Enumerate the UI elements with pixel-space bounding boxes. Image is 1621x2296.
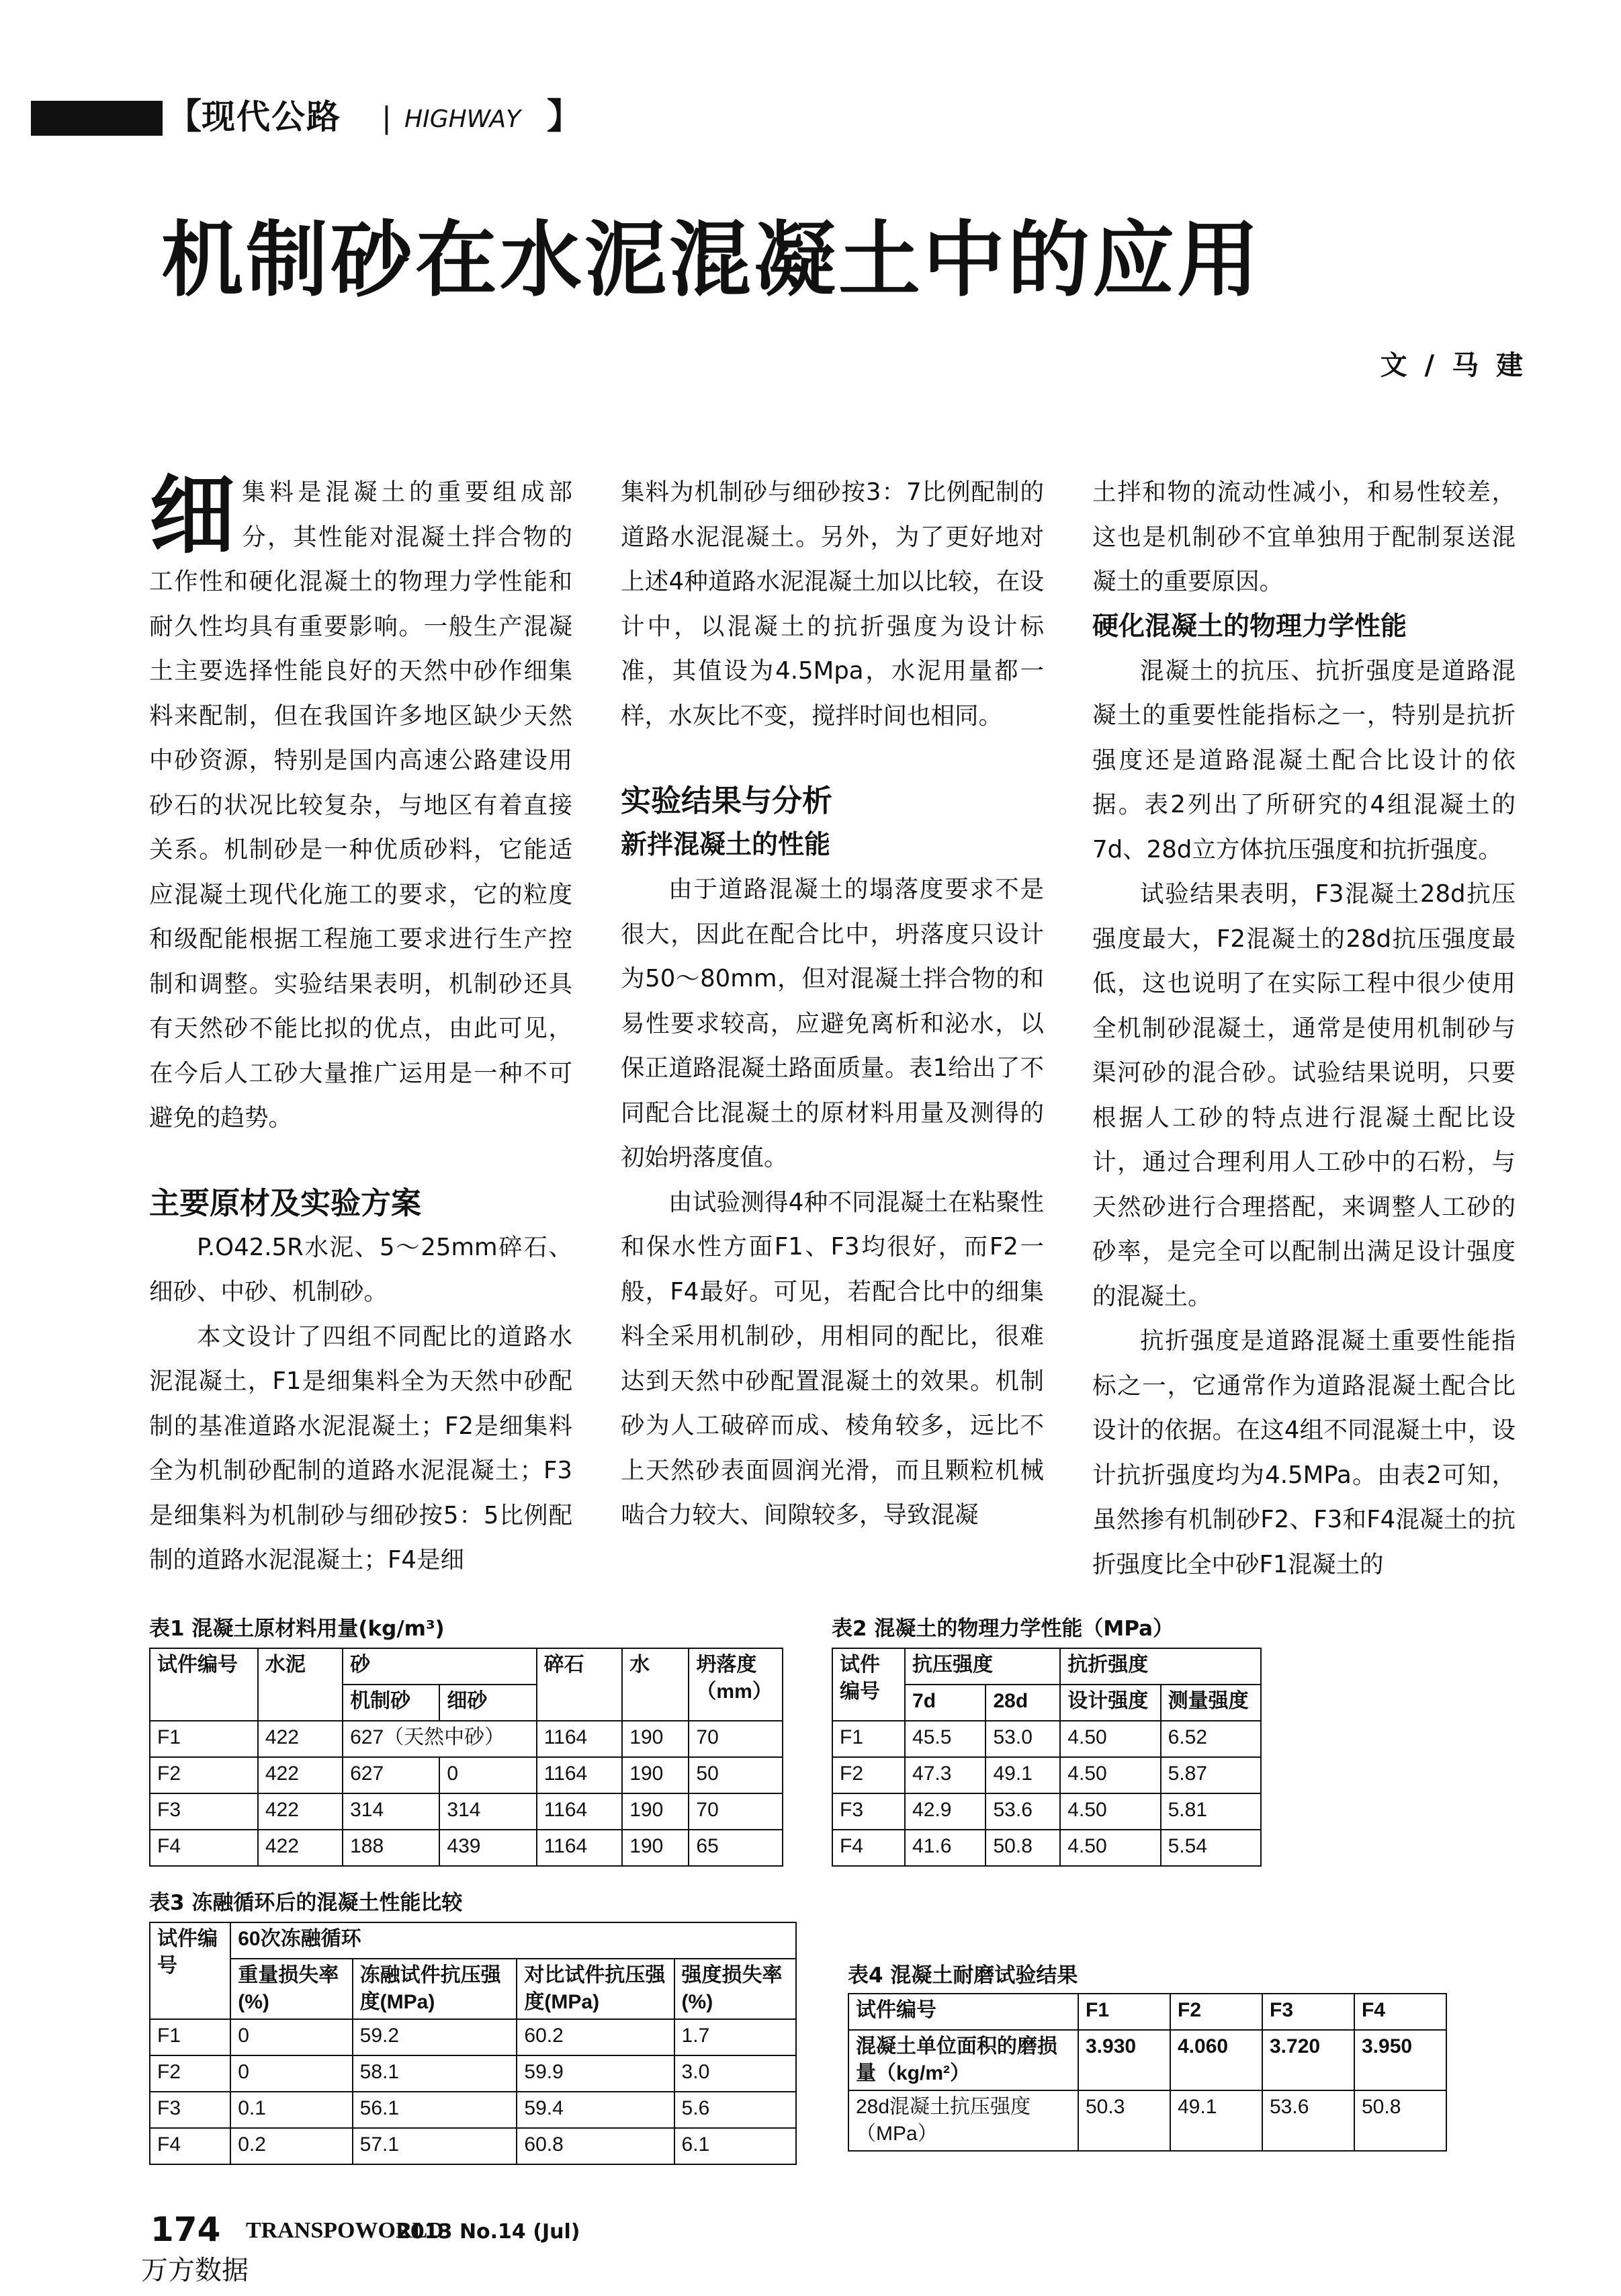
column-name-en: HIGHWAY (404, 105, 521, 133)
magazine-name: TRANSPOWORLD (246, 2218, 444, 2243)
paragraph: 混凝土的抗压、抗折强度是道路混凝土的重要性能指标之一，特别是抗折强度还是道路混凝土配合比设计的依据。表2列出了所研究的4组混凝土的7d、28d立方体抗压强度和抗折强度。 (1092, 656, 1516, 863)
table-header: F3 (1262, 1994, 1354, 2030)
table2-caption: 表2 混凝土的物理力学性能（MPa） (832, 1617, 1174, 1641)
text-column-3 (1092, 470, 1516, 1587)
table-row: F3 42.9 53.6 4.50 5.81 (832, 1793, 1261, 1830)
table-header: 碎石 (537, 1648, 623, 1721)
table-header: 水 (622, 1648, 689, 1721)
table4-caption: 表4 混凝土耐磨试验结果 (848, 1963, 1078, 1988)
table-header: 水泥 (258, 1648, 343, 1721)
table-header: 细砂 (439, 1685, 536, 1721)
table-header: 试件编号 (150, 1922, 230, 2019)
column-name: 现代公路 (202, 97, 341, 136)
paragraph: 集料为机制砂与细砂按3：7比例配制的道路水泥混凝土。另外，为了更好地对上述4种道路水泥混凝土加以比较，在设计中，以混凝土的抗折强度为设计标准，其值设为4.5Mpa，水泥用量都一样，水灰比不变，搅拌时间也相同。 (621, 478, 1044, 730)
table-row: F3 422 314 314 1164 190 70 (150, 1793, 783, 1830)
table-row: F4 422 188 439 1164 190 65 (150, 1830, 783, 1866)
heading-results: 实验结果与分析 (621, 783, 833, 818)
table3 (149, 1922, 797, 2165)
table-header: 试件编号 (848, 1994, 1078, 2030)
subheading-fresh-concrete: 新拌混凝土的性能 (621, 830, 831, 860)
table-header: 试件编号 (150, 1648, 258, 1721)
drop-cap: 细 (149, 466, 236, 566)
heading-materials: 主要原材及实验方案 (149, 1185, 422, 1221)
table-row: F4 0.2 57.1 60.8 6.1 (150, 2128, 796, 2164)
table-header: 冻融试件抗压强度(MPa) (353, 1959, 517, 2019)
table-header: 坍落度（mm） (689, 1648, 783, 1721)
paragraph: P.O42.5R水泥、5～25mm碎石、细砂、中砂、机制砂。 (149, 1233, 572, 1306)
table-header: 试件编号 (832, 1648, 905, 1721)
table2 (832, 1648, 1262, 1867)
column-band-bar (31, 101, 163, 136)
table-header: 砂 (343, 1648, 537, 1685)
table1 (149, 1648, 783, 1867)
table4 (848, 1993, 1447, 2152)
article-author: 文 / 马 建 (1380, 350, 1527, 381)
intro-paragraph: 细集料是混凝土的重要组成部分，其性能对混凝土拌合物的工作性和硬化混凝土的物理力学性能和耐久性均具有重要影响。一般生产混凝土主要选择性能良好的天然中砂作细集料来配制，但在我国许多地区缺少天然中砂资源，特别是国内高速公路建设用砂石的状况比较复杂，与地区有着直接关系。机制砂是一种优质砂料，它能适应混凝土现代化施工的要求，它的粒度和级配能根据工程施工要求进行生产控制和调整。实验结果表明，机制砂还具有天然砂不能比拟的优点，由此可见，在今后人工砂大量推广运用是一种不可避免的趋势。 (149, 466, 572, 1132)
article-title: 机制砂在水泥混凝土中的应用 (161, 212, 1262, 308)
table3-caption: 表3 冻融循环后的混凝土性能比较 (149, 1891, 463, 1915)
table-header: F1 (1078, 1994, 1170, 2030)
paragraph: 抗折强度是道路混凝土重要性能指标之一，它通常作为道路混凝土配合比设计的依据。在这4组不同混凝土中，设计抗折强度均为4.5MPa。由表2可知，虽然掺有机制砂F2、F3和F4混凝土的抗折强度比全中砂F1混凝土的 (1092, 1327, 1516, 1578)
table-header: 设计强度 (1060, 1685, 1160, 1721)
text-column-1 (149, 466, 572, 1583)
column-bracket-close: 】 (547, 97, 582, 137)
table-row: F2 0 58.1 59.9 3.0 (150, 2055, 796, 2092)
table-header: F2 (1170, 1994, 1262, 2030)
table-row: 28d混凝土抗压强度（MPa） 50.3 49.1 53.6 50.8 (848, 2090, 1446, 2151)
table-header: F4 (1354, 1994, 1446, 2030)
paragraph: 本文设计了四组不同配比的道路水泥混凝土，F1是细集料全为天然中砂配制的基准道路水泥混凝土；F2是细集料全为机制砂配制的道路水泥混凝土；F3是细集料为机制砂与细砂按5：5比例配制的道路水泥混凝土；F4是细 (149, 1322, 572, 1574)
column-bracket-open: 【 (167, 97, 202, 137)
table-header: 60次冻融循环 (230, 1922, 796, 1959)
table-header: 重量损失率(%) (230, 1959, 352, 2019)
table-header: 强度损失率(%) (674, 1959, 796, 2019)
table-row: F4 41.6 50.8 4.50 5.54 (832, 1830, 1261, 1866)
subheading-hardened-concrete: 硬化混凝土的物理力学性能 (1092, 611, 1407, 642)
table-row: F2 47.3 49.1 4.50 5.87 (832, 1757, 1261, 1793)
table-row: F1 422 627（天然中砂） 1164 190 70 (150, 1721, 783, 1757)
table-header: 7d (905, 1685, 985, 1721)
paragraph: 由于道路混凝土的塌落度要求不是很大，因此在配合比中，坍落度只设计为50～80mm，但对混凝土拌合物的和易性要求较高，应避免离析和泌水，以保正道路混凝土路面质量。表1给出了不同配合比混凝土的原材料用量及测得的初始坍落度值。 (621, 876, 1044, 1171)
page-number: 174 (150, 2210, 221, 2249)
table-header: 机制砂 (343, 1685, 439, 1721)
paragraph: 土拌和物的流动性减小，和易性较差，这也是机制砂不宜单独用于配制泵送混凝土的重要原因。 (1092, 478, 1516, 595)
table1-caption: 表1 混凝土原材料用量(kg/m³) (149, 1617, 445, 1641)
column-separator: | (382, 101, 392, 135)
table-header: 抗折强度 (1060, 1648, 1261, 1685)
table-row: F1 0 59.2 60.2 1.7 (150, 2019, 796, 2055)
paragraph: 试验结果表明，F3混凝土28d抗压强度最大，F2混凝土的28d抗压强度最低，这也说明了在实际工程中很少使用全机制砂混凝土，通常是使用机制砂与渠河砂的混合砂。试验结果说明，只要根据人工砂的特点进行混凝土配比设计，通过合理利用人工砂中的石粉，与天然砂进行合理搭配，来调整人工砂的砂率，是完全可以配制出满足设计强度的混凝土。 (1092, 880, 1516, 1310)
table-row: F2 422 627 0 1164 190 50 (150, 1757, 783, 1793)
table-header: 测量强度 (1161, 1685, 1261, 1721)
table-row: 混凝土单位面积的磨损量（kg/m²） 3.930 4.060 3.720 3.950 (848, 2030, 1446, 2090)
table-header: 28d (985, 1685, 1060, 1721)
text-column-2 (621, 470, 1044, 1538)
table-header: 对比试件抗压强度(MPa) (517, 1959, 674, 2019)
issue-label: 2013 No.14 (Jul) (396, 2220, 580, 2244)
table-row: F1 45.5 53.0 4.50 6.52 (832, 1721, 1261, 1757)
table-header: 抗压强度 (905, 1648, 1060, 1685)
paragraph: 由试验测得4种不同混凝土在粘聚性和保水性方面F1、F3均很好，而F2一般，F4最好。可见，若配合比中的细集料全采用机制砂，用相同的配比，很难达到天然中砂配置混凝土的效果。机制砂为人工破碎而成、棱角较多，远比不上天然砂表面圆润光滑，而且颗粒机械啮合力较大、间隙较多，导致混凝 (621, 1188, 1044, 1529)
watermark-text: 万方数据 (141, 2255, 249, 2285)
table-row: F3 0.1 56.1 59.4 5.6 (150, 2092, 796, 2128)
